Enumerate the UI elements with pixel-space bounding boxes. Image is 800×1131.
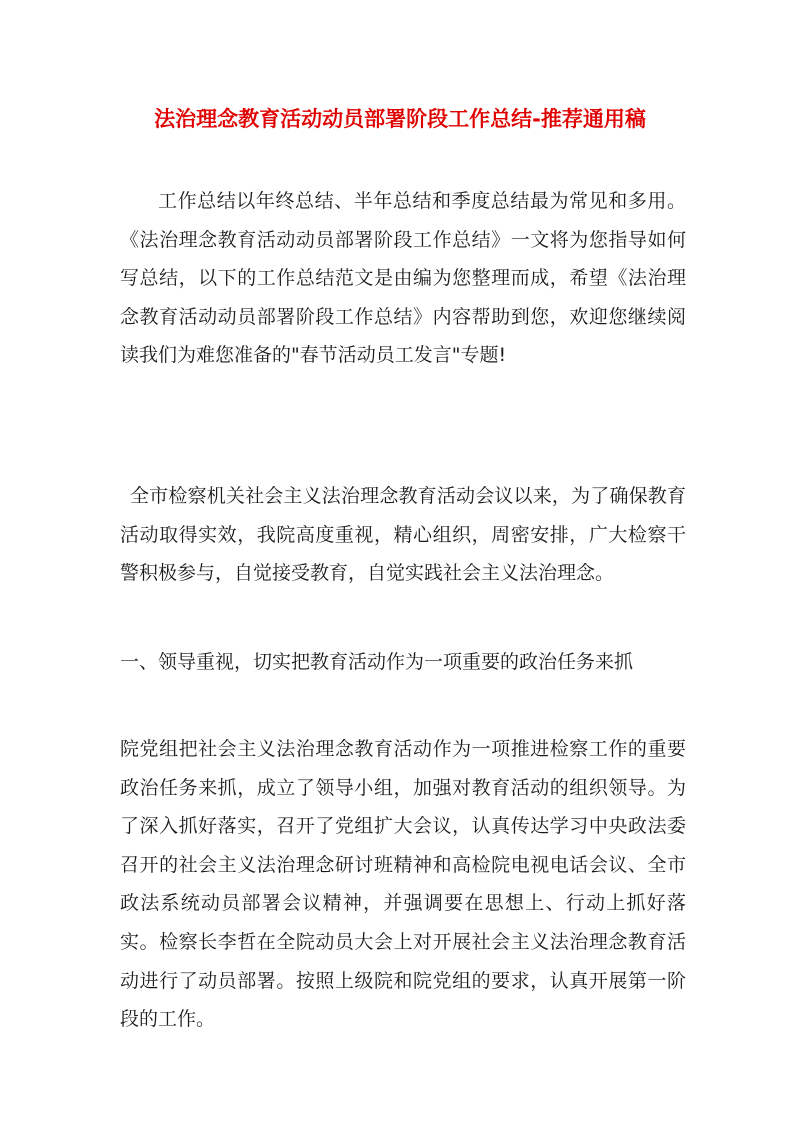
intro-paragraph: 工作总结以年终总结、半年总结和季度总结最为常见和多用。《法治理念教育活动动员部署阶段工作总结》一文将为您指导如何写总结，以下的工作总结范文是由编为您整理而成，希望《法治理念教育活动动员部署阶段工作总结》内容帮助到您，欢迎您继续阅读我们为难您准备的"春节活动员工发言"专题!	[120, 190, 686, 367]
body-paragraph-2: 院党组把社会主义法治理念教育活动作为一项推进检察工作的重要政治任务来抓，成立了领导小组，加强对教育活动的组织领导。为了深入抓好落实，召开了党组扩大会议，认真传达学习中央政法委召开的社会主义法治理念研讨班精神和高检院电视电话会议、全市政法系统动员部署会议精神，并强调要在思想上、行动上抓好落实。检察长李哲在全院动员大会上对开展社会主义法治理念教育活动进行了动员部署。按照上级院和院党组的要求，认真开展第一阶段的工作。	[120, 738, 686, 1031]
document-title: 法治理念教育活动动员部署阶段工作总结-推荐通用稿	[154, 107, 646, 131]
body-paragraph-1: 全市检察机关社会主义法治理念教育活动会议以来，为了确保教育活动取得实效，我院高度重视，精心组织，周密安排，广大检察干警积极参与，自觉接受教育，自觉实践社会主义法治理念。	[120, 485, 686, 585]
section-heading-1: 一、领导重视，切实把教育活动作为一项重要的政治任务来抓	[120, 651, 634, 673]
